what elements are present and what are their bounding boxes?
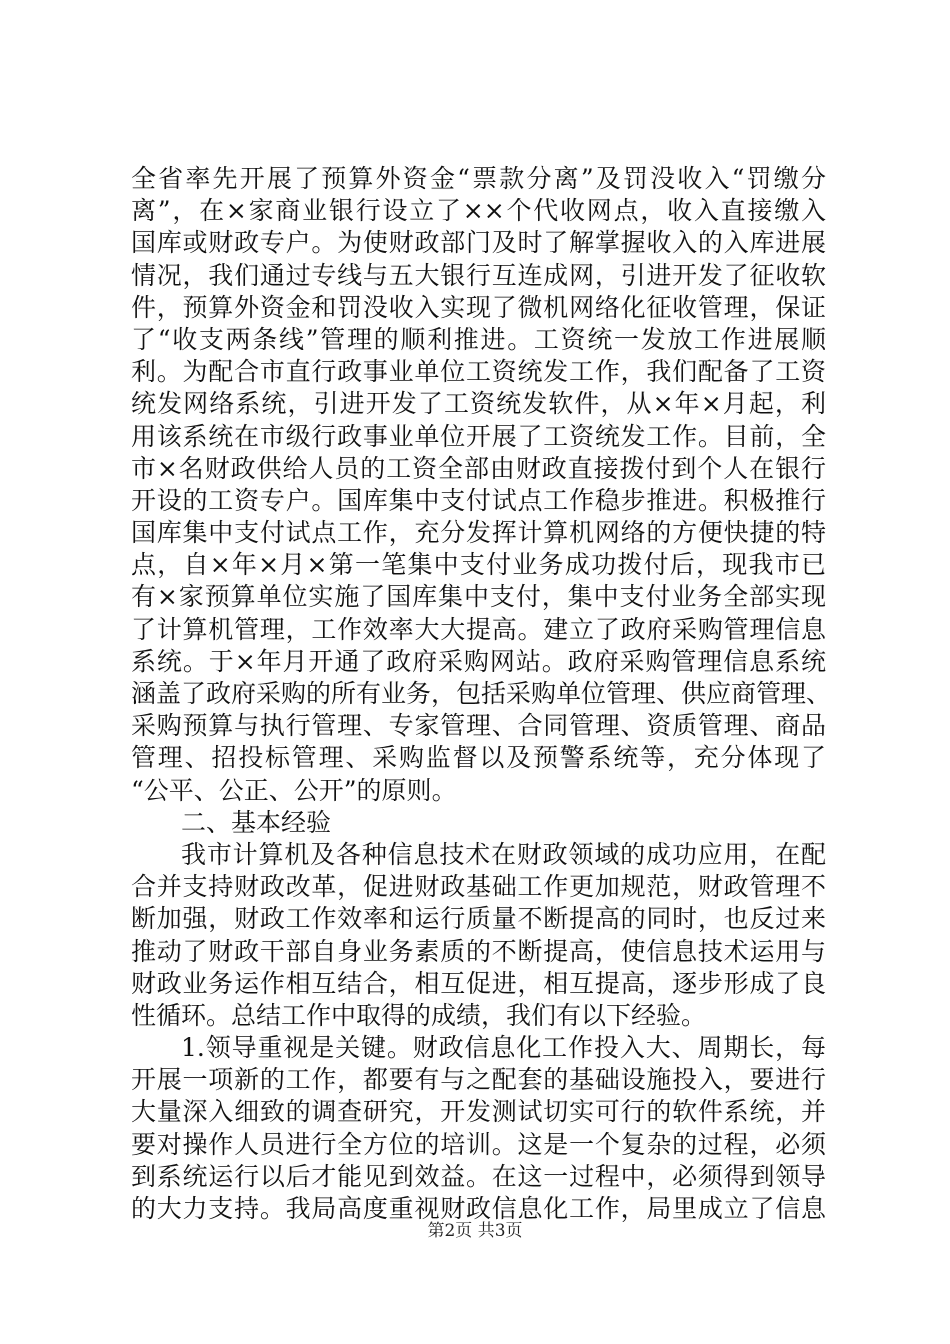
text-line: 大量深入细致的调查研究，开发测试切实可行的软件系统，并 bbox=[131, 1097, 826, 1127]
text-line: 市×名财政供给人员的工资全部由财政直接拨付到个人在银行 bbox=[131, 453, 826, 483]
text-line: 离”，在×家商业银行设立了××个代收网点，收入直接缴入 bbox=[131, 196, 826, 226]
text-line: 涵盖了政府采购的所有业务，包括采购单位管理、供应商管理、 bbox=[131, 679, 832, 708]
text-line: 件，预算外资金和罚没收入实现了微机网络化征收管理，保证 bbox=[131, 292, 826, 322]
text-line: 要对操作人员进行全方位的培训。这是一个复杂的过程，必须 bbox=[131, 1129, 826, 1159]
text-line: 了“收支两条线”管理的顺利推进。工资统一发放工作进展顺 bbox=[131, 324, 826, 354]
paragraph-end-line: 性循环。总结工作中取得的成绩，我们有以下经验。 bbox=[131, 1000, 707, 1030]
text-line: 断加强，财政工作效率和运行质量不断提高的同时，也反过来 bbox=[131, 904, 826, 934]
text-line: 国库集中支付试点工作，充分发挥计算机网络的方便快捷的特 bbox=[131, 518, 826, 548]
text-line: 有×家预算单位实施了国库集中支付，集中支付业务全部实现 bbox=[131, 582, 826, 612]
text-line: 合并支持财政改革，促进财政基础工作更加规范，财政管理不 bbox=[131, 872, 826, 902]
text-line: 全省率先开展了预算外资金“票款分离”及罚没收入“罚缴分 bbox=[131, 164, 826, 193]
text-line: 管理、招投标管理、采购监督以及预警系统等，充分体现了 bbox=[131, 743, 826, 773]
text-line: 了计算机管理，工作效率大大提高。建立了政府采购管理信息 bbox=[131, 614, 826, 644]
text-line: 到系统运行以后才能见到效益。在这一过程中，必须得到领导 bbox=[131, 1161, 826, 1191]
text-line: 统发网络系统，引进开发了工资统发软件，从×年×月起，利 bbox=[131, 389, 826, 419]
text-line: 采购预算与执行管理、专家管理、合同管理、资质管理、商品 bbox=[131, 711, 826, 741]
text-line: 情况，我们通过专线与五大银行互连成网，引进开发了征收软 bbox=[131, 260, 826, 290]
text-line: 国库或财政专户。为使财政部门及时了解掌握收入的入库进展 bbox=[131, 228, 826, 258]
text-line: 系统。于×年月开通了政府采购网站。政府采购管理信息系统 bbox=[131, 646, 826, 676]
page-number-label: 第2页 共3页 bbox=[427, 1221, 523, 1241]
paragraph-end-line: “公平、公正、公开”的原则。 bbox=[131, 775, 457, 805]
text-line: 用该系统在市级行政事业单位开展了工资统发工作。目前，全 bbox=[131, 421, 826, 451]
text-line: 开展一项新的工作，都要有与之配套的基础设施投入，要进行 bbox=[131, 1065, 826, 1095]
page-footer bbox=[0, 1216, 950, 1241]
text-line: 推动了财政干部自身业务素质的不断提高，使信息技术运用与 bbox=[131, 936, 826, 966]
section-heading: 二、基本经验 bbox=[181, 807, 332, 837]
text-line: 财政业务运作相互结合，相互促进，相互提高，逐步形成了良 bbox=[131, 968, 826, 998]
text-line: 利。为配合市直行政事业单位工资统发工作，我们配备了工资 bbox=[131, 357, 826, 387]
text-line: 点，自×年×月×第一笔集中支付业务成功拨付后，现我市已 bbox=[131, 550, 826, 580]
paragraph-start-line: 我市计算机及各种信息技术在财政领域的成功应用，在配 bbox=[181, 839, 826, 869]
text-line: 的大力支持。我局高度重视财政信息化工作，局里成立了信息 bbox=[131, 1194, 826, 1223]
document-body bbox=[131, 163, 832, 1225]
paragraph-start-line: 1.领导重视是关键。财政信息化工作投入大、周期长，每 bbox=[181, 1033, 826, 1063]
text-line: 开设的工资专户。国库集中支付试点工作稳步推进。积极推行 bbox=[131, 485, 826, 515]
